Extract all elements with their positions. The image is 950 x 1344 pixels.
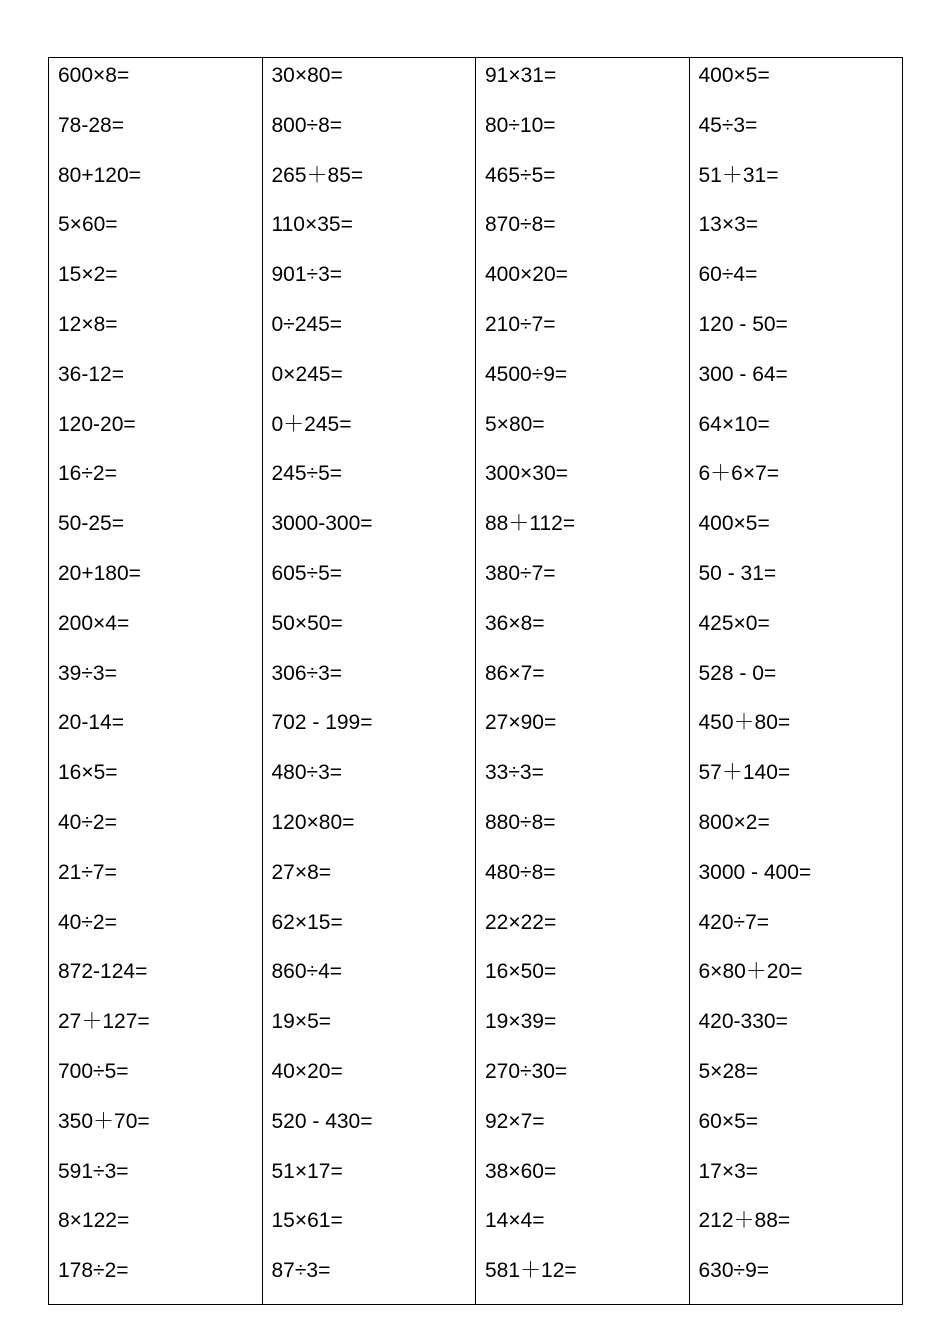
problem-cell: 591÷3= [58,1159,129,1183]
problem-cell: 120 - 50= [698,312,788,336]
problem-cell: 350＋70= [58,1109,150,1133]
problem-cell: 57＋140= [698,761,791,785]
problem-cell: 27×8= [271,860,332,884]
problem-cell: 50×50= [271,611,343,635]
problem-cell: 51＋31= [698,163,779,187]
problem-cell: 5×60= [58,213,118,237]
problem-cell: 39÷3= [58,661,117,685]
problem-cell: 27×90= [485,711,557,735]
problem-cell: 50 - 31= [698,561,777,585]
problem-cell: 630÷9= [698,1259,770,1283]
problem-cell: 15×2= [58,263,118,287]
problem-cell: 15×61= [271,1209,343,1233]
problem-cell: 0＋245= [271,412,352,436]
problem-cell: 400×5= [698,64,770,87]
problem-cell: 6×80＋20= [698,960,803,984]
problem-cell: 16×5= [58,761,118,785]
problem-cell: 200×4= [58,611,130,635]
problem-cell: 20+180= [58,561,141,585]
problem-cell: 64×10= [698,412,770,436]
worksheet-column-2 [263,58,477,1304]
problem-cell: 14×4= [485,1209,545,1233]
problem-cell: 800÷8= [271,113,343,137]
problem-cell: 12×8= [58,312,118,336]
problem-cell: 60×5= [698,1109,759,1133]
problem-cell: 40×20= [271,1059,343,1083]
problem-cell: 92×7= [485,1109,545,1133]
problem-cell: 91×31= [485,64,557,87]
problem-cell: 16÷2= [58,462,117,486]
problem-cell: 450＋80= [698,711,791,735]
problem-cell: 6＋6×7= [698,462,780,486]
problem-cell: 62×15= [271,910,343,934]
problem-cell: 19×39= [485,1010,557,1034]
problem-cell: 120×80= [271,810,355,834]
problem-cell: 245÷5= [271,462,343,486]
problem-cell: 420÷7= [698,910,770,934]
problem-cell: 38×60= [485,1159,557,1183]
problem-cell: 110×35= [271,213,353,237]
problem-cell: 700÷5= [58,1059,129,1083]
problem-cell: 86×7= [485,661,545,685]
problem-cell: 80+120= [58,163,141,187]
worksheet-table [48,57,903,1305]
problem-cell: 702 - 199= [271,711,373,735]
problem-cell: 22×22= [485,910,557,934]
problem-cell: 36-12= [58,362,124,386]
problem-cell: 45÷3= [698,113,758,137]
problem-cell: 21÷7= [58,860,117,884]
problem-cell: 880÷8= [485,810,556,834]
problem-cell: 520 - 430= [271,1109,373,1133]
problem-cell: 0×245= [271,362,343,386]
problem-cell: 425×0= [698,611,770,635]
problem-cell: 5×80= [485,412,545,436]
problem-cell: 51×17= [271,1159,343,1183]
problem-cell: 0÷245= [271,312,343,336]
problem-cell: 420-330= [698,1010,788,1034]
problem-cell: 20-14= [58,711,124,735]
problem-cell: 80÷10= [485,113,556,137]
problem-cell: 901÷3= [271,263,343,287]
problem-cell: 40÷2= [58,810,117,834]
problem-cell: 265＋85= [271,163,364,187]
problem-cell: 27＋127= [58,1010,150,1034]
problem-cell: 13×3= [698,213,759,237]
worksheet-column-4 [690,58,903,1304]
worksheet-column-3 [476,58,690,1304]
problem-cell: 33÷3= [485,761,544,785]
problem-cell: 120-20= [58,412,136,436]
problem-cell: 3000 - 400= [698,860,812,884]
problem-cell: 400×20= [485,263,568,287]
problem-cell: 400×5= [698,512,770,536]
problem-cell: 210÷7= [485,312,556,336]
problem-cell: 8×122= [58,1209,130,1233]
problem-cell: 870÷8= [485,213,556,237]
problem-cell: 860÷4= [271,960,343,984]
problem-cell: 78-28= [58,113,124,137]
problem-cell: 16×50= [485,960,557,984]
problem-cell: 872-124= [58,960,148,984]
problem-cell: 300 - 64= [698,362,788,386]
problem-cell: 270÷30= [485,1059,568,1083]
problem-cell: 605÷5= [271,561,343,585]
problem-cell: 300×30= [485,462,568,486]
problem-cell: 212＋88= [698,1209,791,1233]
problem-cell: 50-25= [58,512,124,536]
problem-cell: 178÷2= [58,1259,129,1283]
problem-cell: 19×5= [271,1010,332,1034]
problem-cell: 306÷3= [271,661,343,685]
problem-cell: 800×2= [698,810,770,834]
problem-cell: 581＋12= [485,1259,577,1283]
problem-cell: 480÷3= [271,761,343,785]
problem-cell: 5×28= [698,1059,759,1083]
problem-cell: 87÷3= [271,1259,331,1283]
problem-cell: 36×8= [485,611,545,635]
problem-cell: 17×3= [698,1159,759,1183]
worksheet-column-1 [49,58,263,1304]
problem-cell: 3000-300= [271,512,373,536]
problem-cell: 4500÷9= [485,362,568,386]
problem-cell: 528 - 0= [698,661,777,685]
problem-cell: 480÷8= [485,860,556,884]
problem-cell: 60÷4= [698,263,758,287]
problem-cell: 88＋112= [485,512,576,536]
problem-cell: 465÷5= [485,163,556,187]
problem-cell: 600×8= [58,64,130,87]
problem-cell: 30×80= [271,64,343,87]
problem-cell: 40÷2= [58,910,117,934]
problem-cell: 380÷7= [485,561,556,585]
